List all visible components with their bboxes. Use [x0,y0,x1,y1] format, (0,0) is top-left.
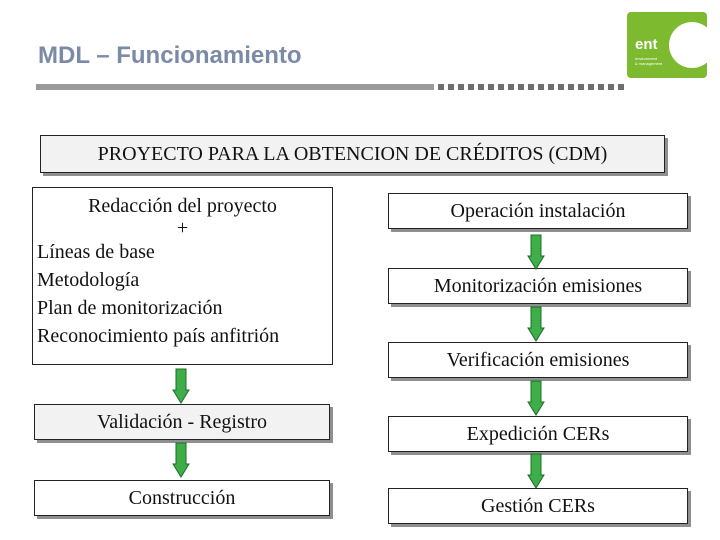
ent-logo [627,12,707,78]
cer-management-box: Gestión CERs [388,488,688,524]
down-arrow-icon [527,453,545,489]
plus-sign: + [176,217,189,239]
down-arrow-icon [527,234,545,270]
monitoring-box: Monitorización emisiones [388,268,688,304]
operation-box: Operación instalación [388,193,688,229]
page-title: MDL – Funcionamiento [38,42,302,69]
validation-registration-box: Validación - Registro [34,404,330,440]
monitoring-plan-line: Plan de monitorización [37,297,223,319]
down-arrow-icon [527,306,545,342]
baseline-line: Líneas de base [37,241,155,263]
logo-emblem-icon [669,22,707,68]
project-header-box: PROYECTO PARA LA OBTENCION DE CRÉDITOS (CDM) [40,135,665,173]
methodology-line: Metodología [37,269,140,291]
title-divider-solid [36,84,434,90]
host-country-line: Reconocimiento país anfitrión [37,325,280,347]
construction-box: Construcción [34,480,330,516]
issuance-box: Expedición CERs [388,416,688,452]
project-drafting-title: Redacción del proyecto [88,195,277,217]
title-divider-dotted [438,84,628,90]
down-arrow-icon [527,380,545,416]
verification-box: Verificación emisiones [388,342,688,378]
down-arrow-icon [172,368,190,404]
down-arrow-icon [172,442,190,478]
logo-subtitle: environment & management [635,56,663,66]
logo-name: ent [635,36,658,53]
project-drafting-box [32,187,333,365]
